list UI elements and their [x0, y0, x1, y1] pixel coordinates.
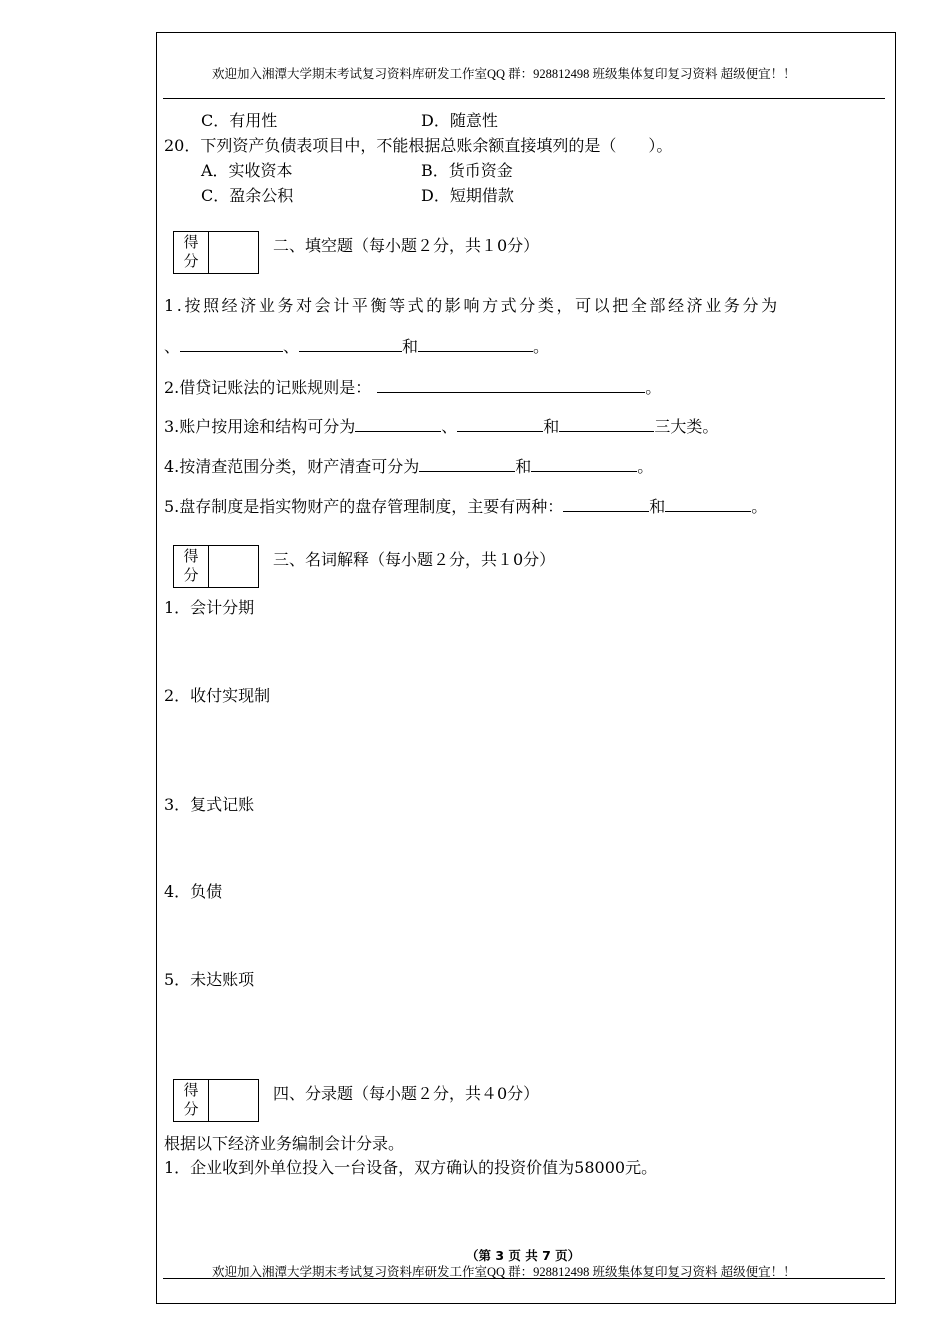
- section2-title: 二、填空题（每小题２分，共１0分）: [273, 236, 540, 255]
- fill-q4-sep: 和: [515, 457, 532, 476]
- q19-option-c: C．有用性: [201, 111, 278, 130]
- fill-q3-sep1: 、: [441, 417, 458, 436]
- fill-q4: [164, 454, 653, 477]
- q19-option-d: D．随意性: [421, 111, 498, 130]
- fill-q2: [164, 375, 661, 398]
- score-label-de: 得: [183, 233, 199, 251]
- score-box-section3: [173, 545, 259, 588]
- fill-q5-end: 。: [751, 497, 768, 516]
- fill-q1-sep2: 、: [283, 337, 300, 356]
- q20-option-d: D．短期借款: [421, 186, 514, 205]
- fill-q1-sep3: 和: [402, 337, 419, 356]
- fill-q1-end: 。: [533, 337, 550, 356]
- page-frame: [156, 32, 896, 1304]
- header-text: 欢迎加入湘潭大学期末考试复习资料库研发工作室QQ 群：928812498 班级集体复印复习资料 超级便宜！！: [212, 67, 796, 81]
- score-box-section4: [173, 1079, 259, 1122]
- fill-q4-text: 4.按清查范围分类，财产清查可分为: [164, 457, 420, 476]
- score-label-fen: 分: [183, 566, 199, 584]
- score-label-de: 得: [183, 547, 199, 565]
- fill-q1-sep1: 、: [164, 337, 181, 356]
- term-item-5: 5．未达账项: [164, 970, 255, 989]
- term-item-2: 2．收付实现制: [164, 686, 271, 705]
- entry-q1: 1．企业收到外单位投入一台设备，双方确认的投资价值为58000元。: [164, 1158, 658, 1177]
- score-label-de: 得: [183, 1081, 199, 1099]
- score-label-fen: 分: [183, 1100, 199, 1118]
- q20-option-a: A．实收资本: [201, 161, 293, 180]
- q20-option-c: C．盈余公积: [201, 186, 294, 205]
- term-item-1: 1．会计分期: [164, 598, 255, 617]
- fill-q1-blank2[interactable]: [299, 337, 402, 352]
- fill-q1-line1: 1.按照经济业务对会计平衡等式的影响方式分类，可以把全部经济业务分为: [164, 296, 780, 315]
- fill-q3: [164, 414, 718, 437]
- fill-q3-blank2[interactable]: [457, 417, 543, 432]
- score-input-area[interactable]: [209, 1080, 258, 1121]
- fill-q5-blank2[interactable]: [665, 497, 751, 512]
- fill-q3-blank1[interactable]: [355, 417, 441, 432]
- section4-title: 四、分录题（每小题２分，共４0分）: [273, 1084, 540, 1103]
- footer-rule: [163, 1278, 885, 1279]
- section4-intro: 根据以下经济业务编制会计分录。: [164, 1134, 405, 1153]
- fill-q4-blank1[interactable]: [419, 457, 515, 472]
- fill-q5-text: 5.盘存制度是指实物财产的盘存管理制度，主要有两种：: [164, 497, 564, 516]
- fill-q2-text: 2.借贷记账法的记账规则是：: [164, 378, 372, 397]
- q20-question: 20．下列资产负债表项目中，不能根据总账余额直接填列的是（ ）。: [164, 136, 673, 155]
- fill-q3-text: 3.账户按用途和结构可分为: [164, 417, 356, 436]
- fill-q1-line2: [164, 334, 549, 357]
- fill-q4-end: 。: [637, 457, 654, 476]
- fill-q2-end: 。: [645, 378, 662, 397]
- q20-option-b: B．货币资金: [421, 161, 513, 180]
- header-rule: [163, 98, 885, 99]
- fill-q5-sep: 和: [649, 497, 666, 516]
- page-number: （第 3 页 共 7 页）: [466, 1248, 581, 1263]
- fill-q1-blank1[interactable]: [180, 337, 283, 352]
- fill-q4-blank2[interactable]: [531, 457, 637, 472]
- section3-title: 三、名词解释（每小题２分，共１0分）: [273, 550, 556, 569]
- fill-q5-blank1[interactable]: [563, 497, 649, 512]
- score-label-fen: 分: [183, 252, 199, 270]
- term-item-4: 4．负债: [164, 882, 223, 901]
- score-input-area[interactable]: [209, 546, 258, 587]
- score-box-section2: [173, 231, 259, 274]
- term-item-3: 3．复式记账: [164, 795, 255, 814]
- fill-q1-blank3[interactable]: [418, 337, 533, 352]
- fill-q3-end: 三大类。: [654, 417, 719, 436]
- footer-text: 欢迎加入湘潭大学期末考试复习资料库研发工作室QQ 群：928812498 班级集体复印复习资料 超级便宜！！: [212, 1265, 796, 1279]
- fill-q5: [164, 494, 767, 517]
- fill-q2-blank[interactable]: [377, 378, 645, 393]
- fill-q3-blank3[interactable]: [559, 417, 654, 432]
- score-input-area[interactable]: [209, 232, 258, 273]
- fill-q3-sep2: 和: [543, 417, 560, 436]
